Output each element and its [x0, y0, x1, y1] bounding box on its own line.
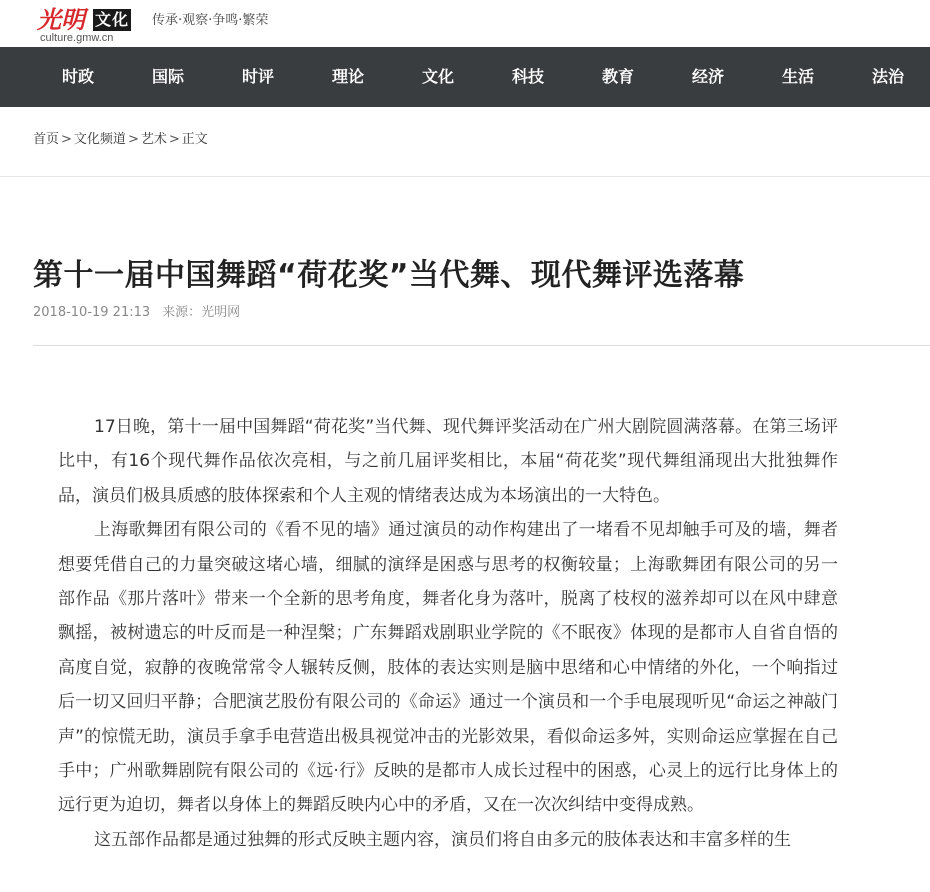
- divider: [0, 176, 930, 177]
- main-nav: [0, 47, 930, 107]
- nav-item-fazhi[interactable]: 法治: [871, 67, 904, 86]
- site-tagline: 传承·观察·争鸣·繁荣: [152, 13, 269, 28]
- breadcrumb-separator: >: [168, 132, 180, 147]
- breadcrumb-culture-channel[interactable]: 文化频道: [73, 132, 126, 147]
- article-meta: [33, 301, 252, 320]
- culture-badge[interactable]: 文化: [94, 10, 129, 29]
- site-header: [0, 0, 930, 47]
- nav-item-jingji[interactable]: 经济: [691, 67, 724, 86]
- nav-item-lilun[interactable]: 理论: [331, 67, 364, 86]
- publish-date: 2018-10-19 21:13: [33, 305, 151, 320]
- article-title: 第十一届中国舞蹈“荷花奖”当代舞、现代舞评选落幕: [33, 258, 745, 293]
- breadcrumb: [33, 128, 208, 147]
- nav-item-wenhua[interactable]: 文化: [421, 67, 454, 86]
- guangming-logo-icon[interactable]: [37, 4, 91, 32]
- breadcrumb-current: 正文: [181, 132, 208, 147]
- article-paragraph: 这五部作品都是通过独舞的形式反映主题内容，演员们将自由多元的肢体表达和丰富多样的生: [94, 829, 791, 850]
- nav-item-shizheng[interactable]: 时政: [61, 67, 94, 86]
- article-source: 来源：光明网: [162, 305, 241, 320]
- article-paragraph: 上海歌舞团有限公司的《看不见的墙》通过演员的动作构建出了一堵看不见却触手可及的墙，舞者想要凭借自己的力量突破这堵心墙，细腻的演绎是困惑与思考的权衡较量；上海歌舞团有限公司的另一部作品《那片落叶》带来一个全新的思考角度，舞者化身为落叶，脱离了枝杈的滋养却可以在风中肆意飘摇，被树遗忘的叶反而是一种涅槃；广东舞蹈戏剧职业学院的《不眠夜》体现的是都市人自省自悟的高度自觉，寂静的夜晚常常令人辗转反侧，肢体的表达实则是脑中思绪和心中情绪的外化，一个响指过后一切又回归平静；合肥演艺股份有限公司的《命运》通过一个演员和一个手电展现听见“命运之神敲门声”的惊慌无助，演员手拿手电营造出极具视觉冲击的光影效果，看似命运多舛，实则命运应掌握在自己手中；广州歌舞剧院有限公司的《远·行》反映的是都市人成长过程中的困惑，心灵上的远行比身体上的远行更为迫切，舞者以身体上的舞蹈反映内心中的矛盾，又在一次次纠结中变得成熟。: [58, 520, 838, 816]
- nav-item-shenghuo[interactable]: 生活: [781, 67, 814, 86]
- nav-item-guoji[interactable]: 国际: [151, 67, 184, 86]
- breadcrumb-separator: >: [61, 132, 72, 147]
- breadcrumb-art[interactable]: 艺术: [140, 132, 167, 147]
- nav-item-keji[interactable]: 科技: [511, 67, 544, 86]
- site-url: culture.gmw.cn: [40, 32, 114, 44]
- article-paragraph: 17日晚，第十一届中国舞蹈“荷花奖”当代舞、现代舞评奖活动在广州大剧院圆满落幕。在第三场评比中，有16个现代舞作品依次亮相，与之前几届评奖相比，本届“荷花奖”现代舞组涌现出大批独舞作品，演员们极具质感的肢体探索和个人主观的情绪表达成为本场演出的一大特色。: [58, 417, 838, 506]
- divider: [33, 345, 930, 346]
- article-body: [58, 410, 838, 857]
- breadcrumb-separator: >: [127, 132, 139, 147]
- nav-item-jiaoyu[interactable]: 教育: [601, 67, 634, 86]
- breadcrumb-home[interactable]: 首页: [33, 132, 60, 147]
- nav-item-shiping[interactable]: 时评: [241, 67, 274, 86]
- svg-text:光明: 光明: [37, 5, 85, 32]
